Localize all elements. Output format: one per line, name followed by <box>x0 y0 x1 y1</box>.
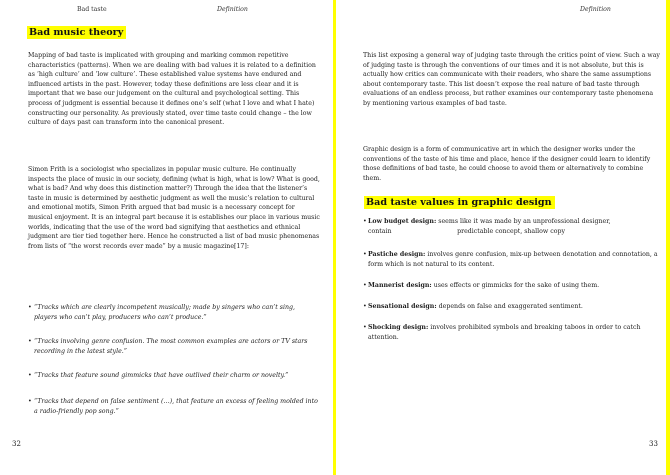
design-term: Sensational design: <box>368 303 437 310</box>
heading-bad-taste-values: Bad taste values in graphic design <box>364 196 555 209</box>
design-desc: involves genre confusion, mix-up between denotation and connotation, a form which is not natural to its content. <box>368 251 658 268</box>
bullet-icon: • <box>28 398 32 405</box>
quote-item <box>28 303 320 322</box>
design-desc-extra: contain predictable concept, shallow copy <box>368 227 566 235</box>
design-item-sensational <box>363 302 661 312</box>
quote-item <box>28 371 320 381</box>
heading-bad-music-theory: Bad music theory <box>27 26 126 39</box>
design-term: Mannerist design: <box>368 282 432 289</box>
paragraph-text: Mapping of bad taste is implicated with grouping and marking common repetitive characteristics (patterns). When we are dealing with bad values it is related to a definition as ‘high culture’ and ‘low culture’. These established value systems have endured and influenced artists in the past. However, today these definitions are less clear and it is important that we base our judgement on the cultural and psychological setting. This process of judgment is essential because it defines one’s self (what I love and what I hate) constructing our personality. As previously stated, over time taste could change – the low culture of days past can transform into the canonical present. <box>28 52 316 127</box>
design-term: Low budget design: <box>368 218 437 225</box>
running-head-section: Definition <box>580 6 611 13</box>
bullet-icon: • <box>363 303 367 310</box>
quote-text: “Tracks that depend on false sentiment (…), that feature an excess of feeling molded into a radio-friendly pop song.” <box>34 398 318 415</box>
quote-item <box>28 337 320 356</box>
bullet-icon: • <box>28 338 32 345</box>
right-page <box>336 0 666 475</box>
design-desc: seems like it was made by an unprofessional designer, <box>438 218 611 225</box>
design-item-low-budget <box>363 217 661 236</box>
quote-text: “Tracks that feature sound gimmicks that have outlived their charm or novelty.” <box>34 372 289 379</box>
design-term: Shocking design: <box>368 324 429 331</box>
bullet-icon: • <box>28 304 32 311</box>
paragraph-mapping-bad-taste <box>28 51 320 128</box>
bullet-icon: • <box>363 324 367 331</box>
design-item-shocking <box>363 323 661 342</box>
paragraph-simon-frith <box>28 165 320 251</box>
design-desc: depends on false and exaggerated sentiment. <box>438 303 583 310</box>
running-head-section: Definition <box>217 6 248 13</box>
design-term: Pastiche design: <box>368 251 426 258</box>
design-item-mannerist <box>363 281 661 291</box>
page-number: 32 <box>12 440 21 448</box>
design-desc: involves prohibited symbols and breaking taboos in order to catch attention. <box>368 324 641 341</box>
quote-text: “Tracks involving genre confusion. The most common examples are actors or TV stars recording in the latest style.” <box>34 338 308 355</box>
paragraph-text: Simon Frith is a sociologist who specializes in popular music culture. He continually inspects the place of music in our society, defining (what is high, what is low? What is good, what is bad? And why does this distinction matter?) Through the idea that the listener’s taste in music is determined by aesthetic judgment as well the music’s relation to cultural and emotional motifs, Simon Frith argued that bad music is a necessary concept for musical enjoyment. It is an integral part because it is establishes our place in various music worlds, indicating that the use of the word bad signifying that aesthetics and ethnical judgment are tier tied together here. Hence he constructed a list of bad music phenomenas from lists of “the worst records ever made” by a music magazine[17]: <box>28 166 320 250</box>
quote-item <box>28 397 320 416</box>
design-item-pastiche <box>363 250 661 269</box>
paragraph-text: This list exposing a general way of judging taste through the critics point of view. Such a way of judging taste is through the conventions of our times and it is not absolute, but this is actually how critics can communicate with their readers, who share the same assumptions about contemporary taste. This list doesn’t expose the real nature of bad taste through evaluations of an endless process, but rather examines our contemporary taste phenomena by mentioning various examples of bad taste. <box>363 52 660 107</box>
bullet-icon: • <box>363 218 367 225</box>
design-desc: uses effects or gimmicks for the sake of using them. <box>433 282 600 289</box>
paragraph-critics-list <box>363 51 661 109</box>
bullet-icon: • <box>363 282 367 289</box>
paragraph-text: Graphic design is a form of communicative art in which the designer works under the conventions of the taste of his time and place, hence if the designer could learn to identify those definitions of bad taste, he could choose to avoid them or alternatively to combine them. <box>363 146 651 182</box>
running-head-title: Bad taste <box>77 6 107 13</box>
paragraph-graphic-design <box>363 145 661 183</box>
bullet-icon: • <box>363 251 367 258</box>
quote-text: “Tracks which are clearly incompetent musically; made by singers who can’t sing, players who can’t play, producers who can’t produce.” <box>34 304 295 321</box>
page-number: 33 <box>649 440 658 448</box>
left-page <box>0 0 333 475</box>
bullet-icon: • <box>28 372 32 379</box>
